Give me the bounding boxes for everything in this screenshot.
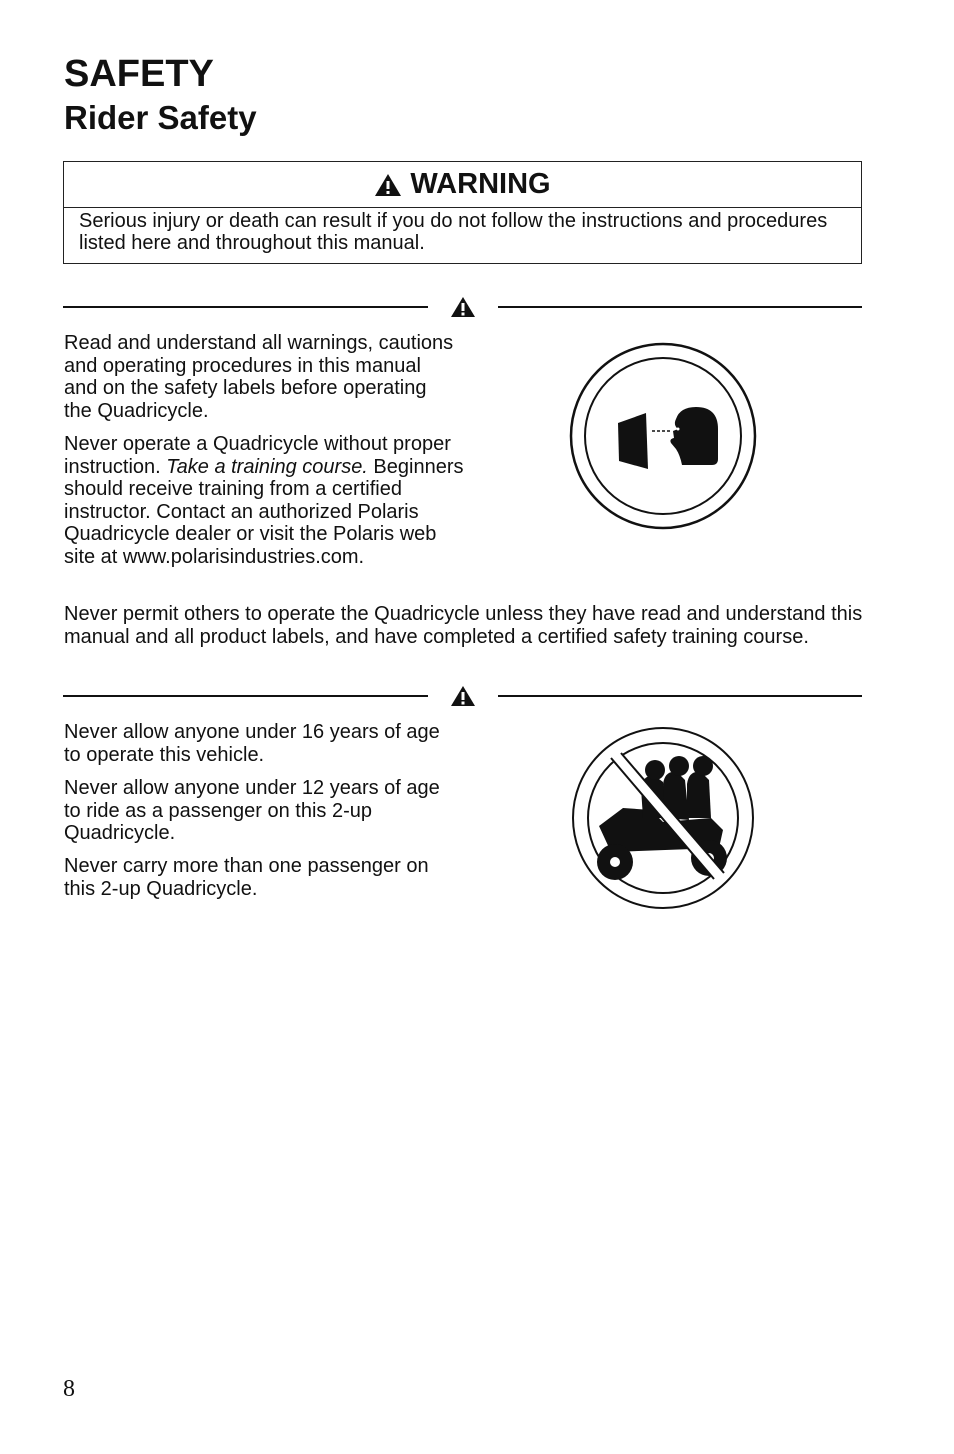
warning-heading: WARNING: [410, 168, 551, 200]
page-number: 8: [63, 1376, 75, 1402]
section-subtitle: Rider Safety: [64, 99, 257, 136]
paragraph-training: Never operate a Quadricycle without proper instruction. Take a training course. Beginners should receive training from a certified instructor. Contact an authorized Polaris Quadricycle dealer or visit the Polaris web site at www.polarisindustries.com.: [64, 433, 464, 568]
warning-text: Serious injury or death can result if you do not follow the instructions and procedures listed here and throughout this manual.: [79, 210, 828, 254]
paragraph-others-operate: Never permit others to operate the Quadricycle unless they have read and understand this manual and all product labels, and have completed a certified safety training course.: [64, 603, 863, 648]
paragraph-one-passenger: Never carry more than one passenger on this 2-up Quadricycle.: [64, 855, 429, 900]
divider-right-2: [498, 695, 862, 697]
paragraph-read-warnings: Read and understand all warnings, cautions and operating procedures in this manual and on the safety labels before operating the Quadricycle.: [64, 332, 454, 422]
read-manual-icon: [568, 341, 758, 531]
section-title: SAFETY: [64, 53, 214, 95]
divider-left-2: [63, 695, 428, 697]
warning-triangle-icon: [374, 173, 402, 197]
warning-header: [64, 162, 861, 208]
warning-triangle-icon: [450, 296, 476, 318]
paragraph-age-16: Never allow anyone under 16 years of age to operate this vehicle.: [64, 721, 440, 766]
divider-right-1: [498, 306, 862, 308]
warning-box: [63, 161, 862, 264]
warning-triangle-icon: [450, 685, 476, 707]
paragraph-age-12: Never allow anyone under 12 years of age to ride as a passenger on this 2-up Quadricycle.: [64, 777, 440, 844]
divider-left-1: [63, 306, 428, 308]
no-three-riders-icon: [571, 726, 755, 910]
